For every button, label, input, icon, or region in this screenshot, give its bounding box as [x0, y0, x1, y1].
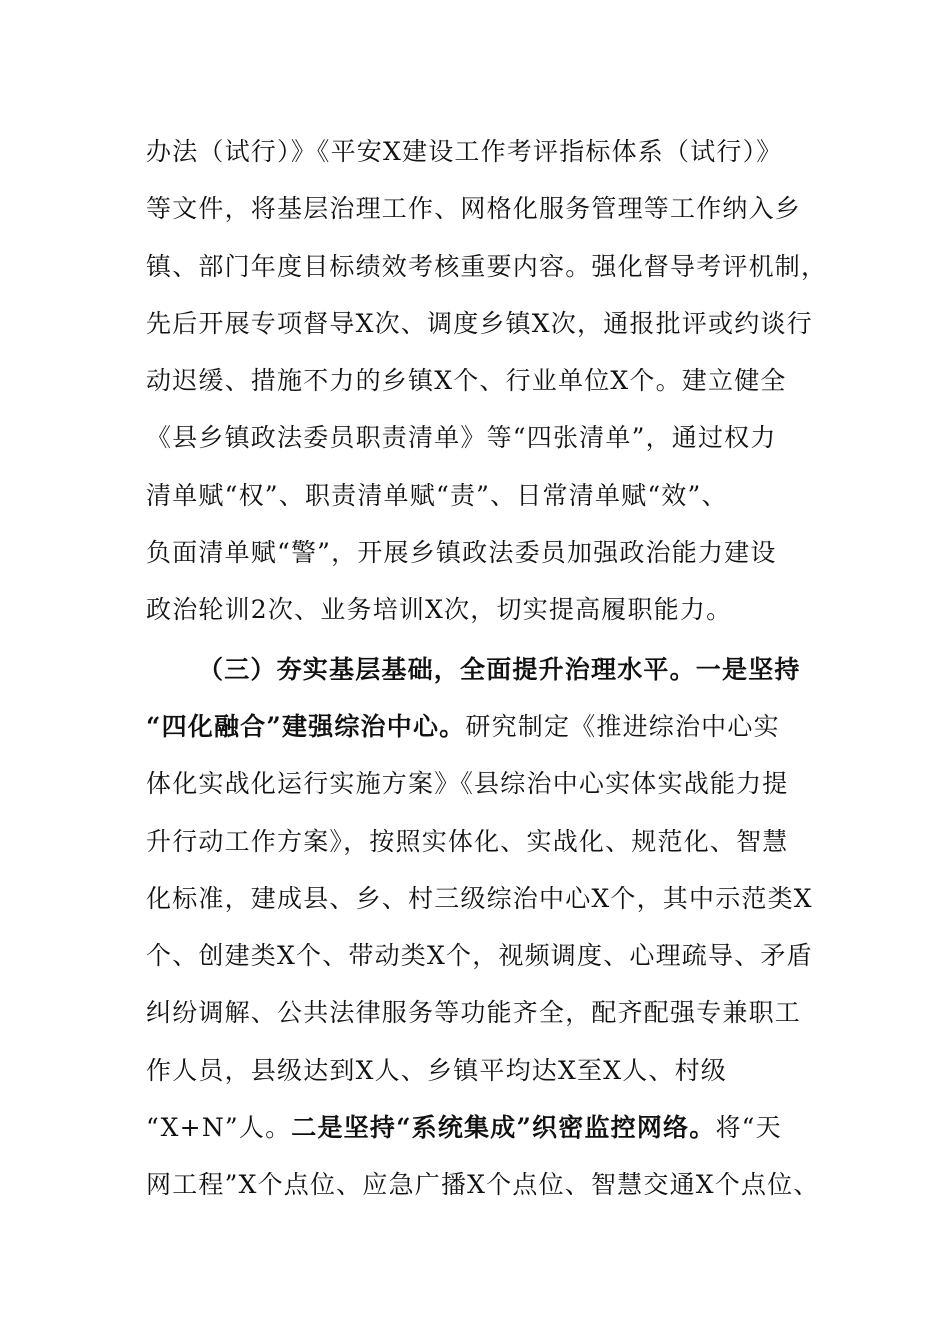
- text-line: 作人员，县级达到X人、乡镇平均达X至X人、村级: [146, 1055, 727, 1085]
- paragraph-2: [146, 641, 826, 1214]
- text-line: 等文件，将基层治理工作、网格化服务管理等工作纳入乡: [146, 194, 802, 224]
- text-line: 纠纷调解、公共法律服务等功能齐全，配齐配强专兼职工: [146, 998, 802, 1028]
- text-line: 先后开展专项督导X次、调度乡镇X次，通报批评或约谈行: [146, 308, 813, 338]
- text-line: 体化实战化运行实施方案》《县综治中心实体实战能力提: [146, 769, 789, 799]
- text-line: [146, 1099, 826, 1156]
- text-line: 个、创建类X个、带动类X个，视频调度、心理疏导、矛盾: [146, 941, 813, 971]
- text-line: 政治轮训2次、业务培训X次，切实提高履职能力。: [146, 595, 733, 625]
- text-line: 办法（试行）》《平安X建设工作考评指标体系（试行）》: [146, 137, 783, 166]
- text-run: 研究制定《推进综治中心实: [465, 711, 780, 741]
- text-line: 《县乡镇政法委员职责清单》等“四张清单”，通过权力: [146, 423, 777, 453]
- text-line: 镇、部门年度目标绩效考核重要内容。强化督导考评机制，: [146, 251, 828, 281]
- paragraph-1: [146, 123, 826, 639]
- bold-phrase: “四化融合”建强综治中心。: [146, 711, 466, 741]
- text-line: 升行动工作方案》，按照实体化、实战化、规范化、智慧: [146, 826, 789, 856]
- text-run: 将“天: [715, 1113, 782, 1143]
- text-line: 负面清单赋“警”，开展乡镇政法委员加强政治能力建设: [146, 538, 777, 568]
- text-line: [146, 698, 826, 755]
- text-run: “X+N”人。: [146, 1113, 292, 1143]
- text-line: 清单赋“权”、职责清单赋“责”、日常清单赋“效”、: [146, 480, 728, 510]
- text-line: 动迟缓、措施不力的乡镇X个、行业单位X个。建立健全: [146, 366, 787, 396]
- body-text: [146, 123, 826, 1214]
- text-line: 网工程”X个点位、应急广播X个点位、智慧交通X个点位、: [146, 1170, 820, 1200]
- bold-phrase: 二是坚持“系统集成”织密监控网络。: [291, 1113, 716, 1143]
- text-line: 化标准，建成县、乡、村三级综治中心X个，其中示范类X: [146, 883, 813, 913]
- section-heading-line: （三）夯实基层基础，全面提升治理水平。一是坚持: [198, 654, 801, 684]
